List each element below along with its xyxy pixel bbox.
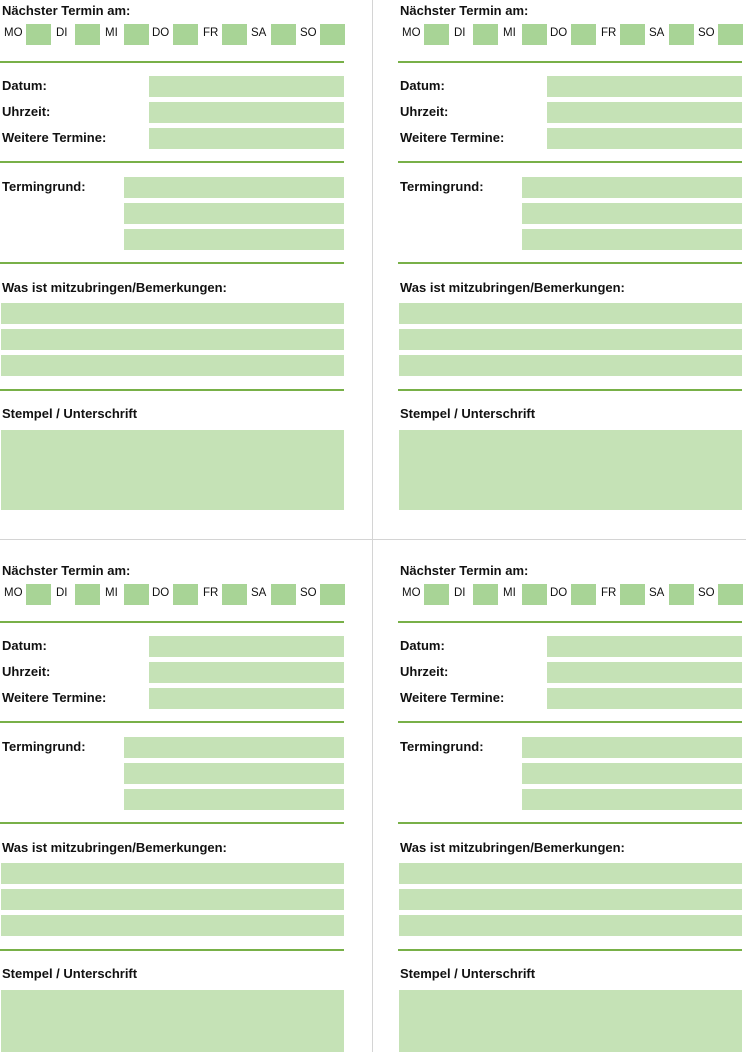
weekday-checkbox[interactable] — [75, 584, 100, 605]
date-field[interactable] — [149, 636, 344, 657]
weekday-label: MO — [4, 27, 23, 39]
weekday-row — [398, 584, 742, 605]
weekday-label: DI — [454, 587, 466, 599]
card-title: Nächster Termin am: — [400, 563, 529, 578]
stamp-label: Stempel / Unterschrift — [2, 406, 138, 421]
section-divider — [398, 389, 742, 391]
section-divider — [0, 721, 344, 723]
weekday-checkbox[interactable] — [522, 584, 547, 605]
time-label: Uhrzeit: — [2, 104, 51, 119]
weekday-label: MI — [503, 27, 516, 39]
further-appointments-field[interactable] — [547, 128, 742, 149]
section-divider — [398, 621, 742, 623]
weekday-label: SA — [649, 587, 665, 599]
time-label: Uhrzeit: — [2, 664, 51, 679]
notes-field[interactable] — [399, 889, 742, 910]
weekday-label: FR — [203, 27, 219, 39]
stamp-label: Stempel / Unterschrift — [2, 966, 138, 981]
weekday-checkbox[interactable] — [173, 24, 198, 45]
further-appointments-label: Weitere Termine: — [2, 130, 107, 145]
appointment-card — [398, 0, 742, 520]
weekday-label: FR — [601, 27, 617, 39]
date-field[interactable] — [547, 636, 742, 657]
time-field[interactable] — [547, 662, 742, 683]
section-divider — [398, 949, 742, 951]
weekday-checkbox[interactable] — [620, 584, 645, 605]
appointment-card — [0, 0, 344, 520]
notes-field[interactable] — [1, 915, 344, 936]
section-divider — [0, 61, 344, 63]
weekday-checkbox[interactable] — [271, 584, 296, 605]
time-field[interactable] — [547, 102, 742, 123]
weekday-checkbox[interactable] — [669, 584, 694, 605]
weekday-label: DO — [550, 587, 568, 599]
section-divider — [0, 621, 344, 623]
section-divider — [398, 822, 742, 824]
notes-field[interactable] — [1, 355, 344, 376]
notes-label: Was ist mitzubringen/Bemerkungen: — [400, 840, 625, 855]
stamp-signature-field[interactable] — [1, 990, 344, 1052]
section-divider — [0, 822, 344, 824]
weekday-label: FR — [203, 587, 219, 599]
weekday-label: MI — [503, 587, 516, 599]
section-divider — [398, 161, 742, 163]
weekday-label: DI — [56, 587, 68, 599]
notes-label: Was ist mitzubringen/Bemerkungen: — [400, 280, 625, 295]
weekday-label: SO — [698, 27, 715, 39]
weekday-label: MI — [105, 587, 118, 599]
weekday-label: DI — [454, 27, 466, 39]
card-title: Nächster Termin am: — [400, 3, 529, 18]
time-field[interactable] — [149, 102, 344, 123]
weekday-label: SO — [300, 587, 317, 599]
weekday-row — [0, 24, 344, 45]
appointment-card — [398, 560, 742, 1052]
date-label: Datum: — [400, 638, 445, 653]
time-field[interactable] — [149, 662, 344, 683]
date-field[interactable] — [149, 76, 344, 97]
reason-field[interactable] — [124, 737, 344, 758]
weekday-checkbox[interactable] — [173, 584, 198, 605]
reason-field[interactable] — [124, 789, 344, 810]
time-label: Uhrzeit: — [400, 664, 449, 679]
weekday-label: DO — [152, 27, 170, 39]
reason-field[interactable] — [522, 789, 742, 810]
weekday-label: SO — [698, 587, 715, 599]
weekday-label: SA — [251, 27, 267, 39]
reason-field[interactable] — [522, 177, 742, 198]
further-appointments-field[interactable] — [149, 688, 344, 709]
weekday-checkbox[interactable] — [522, 24, 547, 45]
further-appointments-label: Weitere Termine: — [400, 130, 505, 145]
weekday-checkbox[interactable] — [473, 584, 498, 605]
section-divider — [0, 389, 344, 391]
stamp-label: Stempel / Unterschrift — [400, 966, 536, 981]
reason-field[interactable] — [522, 763, 742, 784]
notes-field[interactable] — [399, 915, 742, 936]
weekday-checkbox[interactable] — [424, 24, 449, 45]
reason-field[interactable] — [124, 177, 344, 198]
weekday-row — [0, 584, 344, 605]
date-field[interactable] — [547, 76, 742, 97]
further-appointments-field[interactable] — [547, 688, 742, 709]
weekday-checkbox[interactable] — [26, 584, 51, 605]
weekday-checkbox[interactable] — [124, 584, 149, 605]
weekday-label: MO — [4, 587, 23, 599]
weekday-checkbox[interactable] — [222, 24, 247, 45]
date-label: Datum: — [400, 78, 445, 93]
further-appointments-label: Weitere Termine: — [2, 690, 107, 705]
notes-label: Was ist mitzubringen/Bemerkungen: — [2, 840, 227, 855]
horizontal-cut-line — [0, 539, 746, 540]
weekday-checkbox[interactable] — [320, 24, 345, 45]
reason-label: Termingrund: — [400, 179, 484, 194]
section-divider — [398, 721, 742, 723]
appointment-card — [0, 560, 344, 1052]
reason-field[interactable] — [124, 203, 344, 224]
stamp-signature-field[interactable] — [399, 430, 742, 510]
notes-field[interactable] — [1, 889, 344, 910]
notes-field[interactable] — [1, 863, 344, 884]
weekday-checkbox[interactable] — [620, 24, 645, 45]
weekday-checkbox[interactable] — [424, 584, 449, 605]
weekday-checkbox[interactable] — [320, 584, 345, 605]
notes-field[interactable] — [1, 329, 344, 350]
time-label: Uhrzeit: — [400, 104, 449, 119]
further-appointments-label: Weitere Termine: — [400, 690, 505, 705]
weekday-label: MI — [105, 27, 118, 39]
reason-field[interactable] — [124, 763, 344, 784]
section-divider — [0, 262, 344, 264]
weekday-checkbox[interactable] — [571, 584, 596, 605]
weekday-label: DO — [152, 587, 170, 599]
weekday-checkbox[interactable] — [669, 24, 694, 45]
weekday-checkbox[interactable] — [718, 584, 743, 605]
weekday-checkbox[interactable] — [26, 24, 51, 45]
section-divider — [398, 61, 742, 63]
further-appointments-field[interactable] — [149, 128, 344, 149]
reason-field[interactable] — [522, 229, 742, 250]
weekday-label: SA — [649, 27, 665, 39]
weekday-label: SO — [300, 27, 317, 39]
weekday-checkbox[interactable] — [124, 24, 149, 45]
reason-label: Termingrund: — [2, 739, 86, 754]
vertical-cut-line — [372, 0, 373, 1052]
stamp-label: Stempel / Unterschrift — [400, 406, 536, 421]
card-title: Nächster Termin am: — [2, 3, 131, 18]
weekday-label: SA — [251, 587, 267, 599]
reason-field[interactable] — [124, 229, 344, 250]
weekday-row — [398, 24, 742, 45]
weekday-checkbox[interactable] — [75, 24, 100, 45]
section-divider — [398, 262, 742, 264]
notes-field[interactable] — [399, 303, 742, 324]
section-divider — [0, 949, 344, 951]
notes-field[interactable] — [1, 303, 344, 324]
weekday-checkbox[interactable] — [473, 24, 498, 45]
notes-label: Was ist mitzubringen/Bemerkungen: — [2, 280, 227, 295]
weekday-label: MO — [402, 587, 421, 599]
weekday-label: FR — [601, 587, 617, 599]
date-label: Datum: — [2, 78, 47, 93]
weekday-checkbox[interactable] — [571, 24, 596, 45]
stamp-signature-field[interactable] — [1, 430, 344, 510]
weekday-label: DO — [550, 27, 568, 39]
weekday-label: DI — [56, 27, 68, 39]
stamp-signature-field[interactable] — [399, 990, 742, 1052]
reason-field[interactable] — [522, 203, 742, 224]
weekday-checkbox[interactable] — [222, 584, 247, 605]
notes-field[interactable] — [399, 863, 742, 884]
date-label: Datum: — [2, 638, 47, 653]
section-divider — [0, 161, 344, 163]
reason-field[interactable] — [522, 737, 742, 758]
card-title: Nächster Termin am: — [2, 563, 131, 578]
weekday-checkbox[interactable] — [271, 24, 296, 45]
reason-label: Termingrund: — [400, 739, 484, 754]
notes-field[interactable] — [399, 355, 742, 376]
notes-field[interactable] — [399, 329, 742, 350]
weekday-label: MO — [402, 27, 421, 39]
weekday-checkbox[interactable] — [718, 24, 743, 45]
reason-label: Termingrund: — [2, 179, 86, 194]
